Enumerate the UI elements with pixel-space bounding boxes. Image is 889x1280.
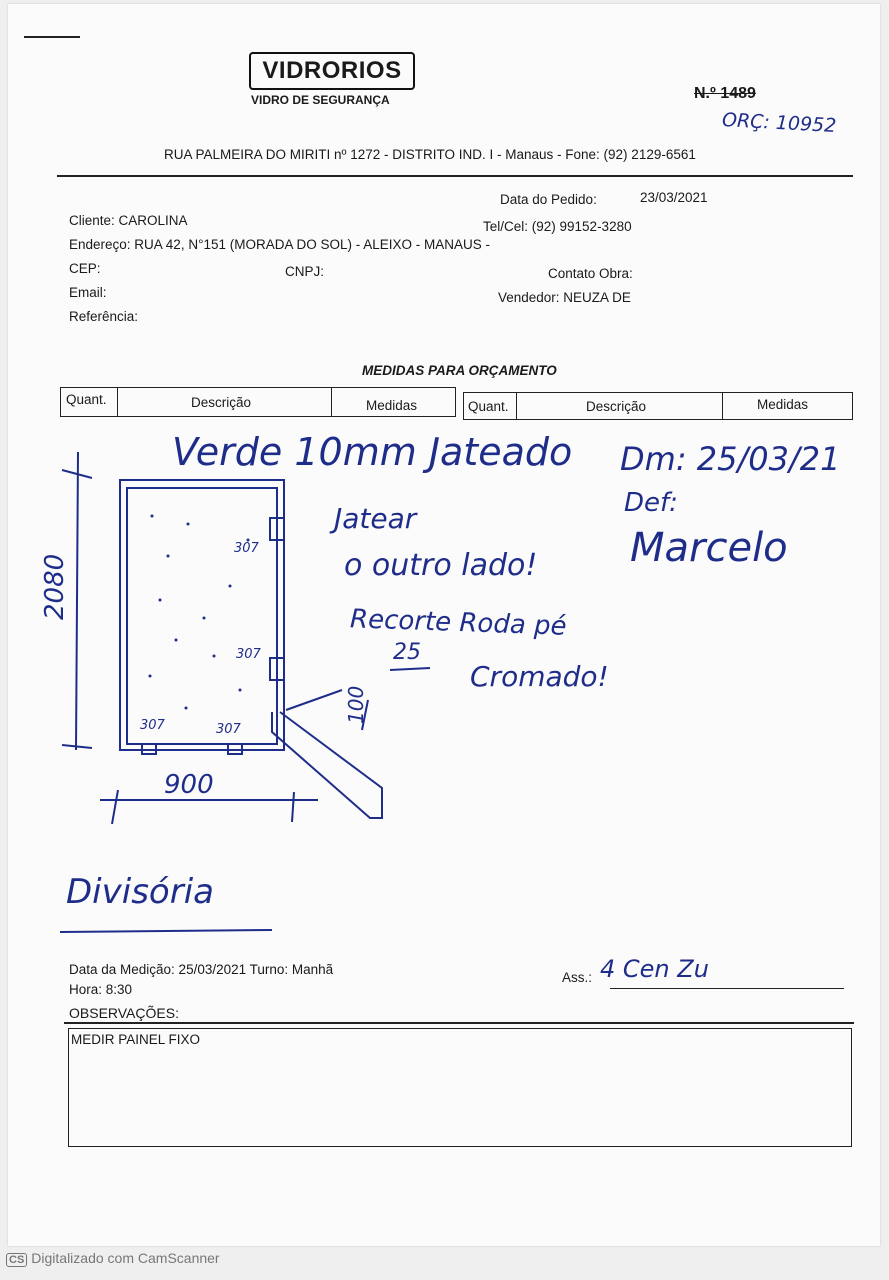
company-logo: VIDRORIOS: [249, 52, 415, 90]
cep-field: CEP:: [69, 261, 101, 276]
cnpj-field: CNPJ:: [285, 264, 325, 279]
col-medidas-2: Medidas: [757, 397, 809, 412]
measurement-date: Data da Medição: 25/03/2021 Turno: Manhã: [69, 962, 334, 977]
col-quant-2: Quant.: [468, 399, 509, 414]
note-jatear: Jatear: [334, 502, 417, 535]
note-cutout: Recorte Roda pé: [349, 604, 568, 642]
dim-hinge-1: 307: [234, 541, 259, 556]
note-measure-date: Dm: 25/03/21: [620, 440, 841, 478]
dim-hinge-4: 307: [216, 722, 241, 737]
order-number: N.º 1489: [694, 85, 756, 102]
note-def: Def:: [624, 488, 678, 518]
col-descricao: Descrição: [191, 395, 252, 410]
order-date-value: 23/03/2021: [640, 190, 708, 205]
email-field: Email:: [69, 285, 107, 300]
dim-return-height: 100: [344, 685, 368, 724]
note-chrome: Cromado!: [470, 660, 609, 693]
note-divisoria: Divisória: [66, 872, 214, 912]
header-divider: [57, 175, 853, 177]
observations-box: [68, 1028, 852, 1147]
col-quant: Quant.: [66, 392, 107, 407]
reference-field: Referência:: [69, 309, 139, 324]
observations-divider: [64, 1022, 854, 1024]
note-other-side: o outro lado!: [344, 548, 538, 583]
order-date-label: Data do Pedido:: [500, 192, 597, 207]
dim-hinge-2: 307: [236, 647, 261, 662]
signature-line: [610, 988, 844, 989]
signature-label: Ass.:: [562, 970, 593, 985]
client-phone: Tel/Cel: (92) 99152-3280: [483, 219, 632, 234]
site-contact-field: Contato Obra:: [548, 266, 633, 281]
observations-label: OBSERVAÇÕES:: [69, 1005, 179, 1021]
note-glass-type: Verde 10mm Jateado: [172, 430, 573, 474]
measurements-title: MEDIDAS PARA ORÇAMENTO: [362, 363, 557, 378]
scanner-watermark-text: Digitalizado com CamScanner: [31, 1250, 220, 1266]
dim-width: 900: [164, 770, 214, 800]
note-measurer: Marcelo: [630, 525, 788, 571]
company-address: RUA PALMEIRA DO MIRITI nº 1272 - DISTRITO IND. I - Manaus - Fone: (92) 2129-6561: [164, 147, 696, 162]
dim-hinge-3: 307: [140, 718, 165, 733]
measurement-time: Hora: 8:30: [69, 982, 133, 997]
measurements-table-left: [60, 387, 456, 417]
salesperson-field: Vendedor: NEUZA DE: [498, 290, 631, 305]
observations-text: MEDIR PAINEL FIXO: [71, 1032, 201, 1047]
quote-number-handwritten: ORÇ: 10952: [721, 109, 837, 137]
client-name: Cliente: CAROLINA: [69, 213, 188, 228]
dim-height: 2080: [40, 553, 70, 620]
col-descricao-2: Descrição: [586, 399, 647, 414]
signature: 4 Cen Zu: [600, 955, 709, 983]
col-medidas: Medidas: [366, 398, 418, 413]
camscanner-icon: CS: [6, 1253, 27, 1267]
company-slogan: VIDRO DE SEGURANÇA: [251, 93, 390, 107]
pen-stroke: [24, 36, 80, 38]
client-address: Endereço: RUA 42, N°151 (MORADA DO SOL) - ALEIXO - MANAUS -: [69, 237, 491, 252]
measurements-table-right: [463, 392, 853, 420]
scanner-watermark: [6, 1250, 220, 1267]
note-cutout-size: 25: [393, 640, 421, 665]
